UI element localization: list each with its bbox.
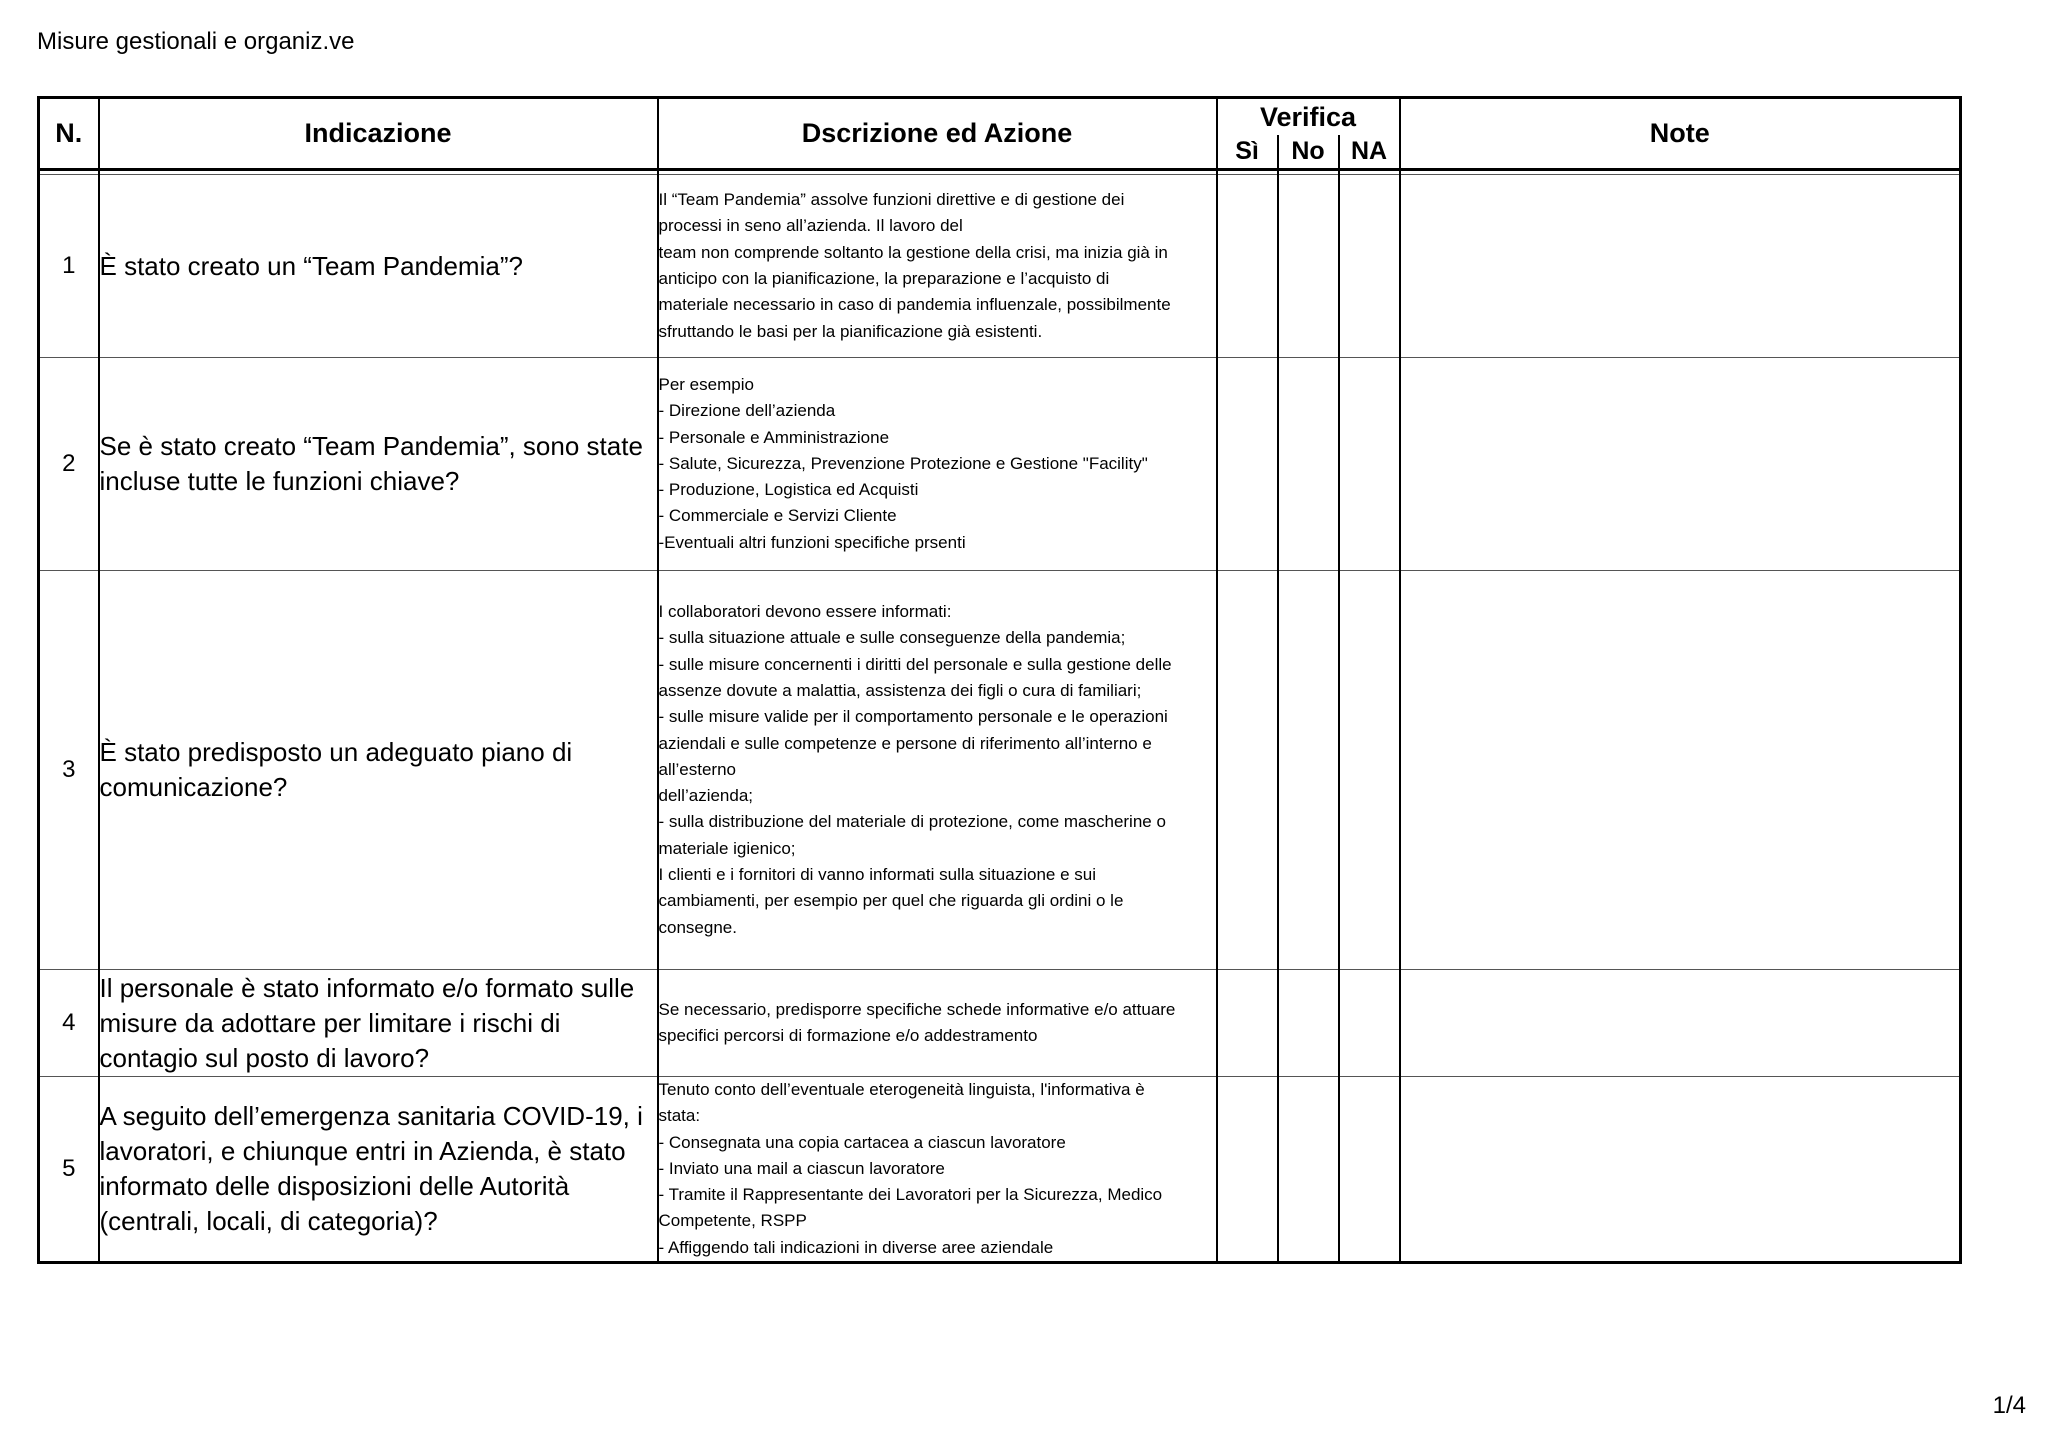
check-na-cell[interactable] bbox=[1339, 571, 1400, 970]
header-indicazione: Indicazione bbox=[99, 98, 658, 170]
row-number: 1 bbox=[39, 175, 99, 358]
row-descrizione: I collaboratori devono essere informati: - sulla situazione attuale e sulle conseguenze della pandemia; - sulle misure concernenti i diritti del personale e sulla gestione delle assenze dovute a malattia, assistenza dei figli o cura di familiari; - sulle misure valide per il comportamento personale e le operazioni aziendali e sulle competenze e persone di riferimento all’interno e all’esterno dell’azienda; - sulla distribuzione del materiale di protezione, come mascherine o materiale igienico; I clienti e i fornitori di vanno informati sulla situazione e sui cambiamenti, per esempio per quel che riguarda gli ordini o le consegne. bbox=[658, 571, 1217, 970]
check-no-cell[interactable] bbox=[1278, 358, 1339, 571]
page-title: Misure gestionali e organiz.ve bbox=[37, 28, 355, 55]
check-na-cell[interactable] bbox=[1339, 175, 1400, 358]
row-descrizione: Il “Team Pandemia” assolve funzioni direttive e di gestione dei processi in seno all’azienda. Il lavoro del team non comprende soltanto la gestione della crisi, ma inizia già in anticipo con la pianificazione, la preparazione e l’acquisto di materiale necessario in caso di pandemia influenzale, possibilmente sfruttando le basi per la pianificazione già esistenti. bbox=[658, 175, 1217, 358]
check-si-cell[interactable] bbox=[1217, 571, 1278, 970]
note-cell[interactable] bbox=[1400, 571, 1961, 970]
check-no-cell[interactable] bbox=[1278, 970, 1339, 1077]
row-indicazione: È stato creato un “Team Pandemia”? bbox=[99, 175, 658, 358]
row-descrizione: Per esempio - Direzione dell’azienda - Personale e Amministrazione - Salute, Sicurezza, Prevenzione Protezione e Gestione "Facility" - Produzione, Logistica ed Acquisti - Commerciale e Servizi Cliente -Eventuali altri funzioni specifiche prsenti bbox=[658, 358, 1217, 571]
table-row bbox=[39, 571, 1961, 970]
check-si-cell[interactable] bbox=[1217, 1077, 1278, 1263]
note-cell[interactable] bbox=[1400, 175, 1961, 358]
page-number: 1/4 bbox=[1992, 1392, 2026, 1419]
checklist-table bbox=[37, 96, 1962, 1264]
table-row bbox=[39, 175, 1961, 358]
row-indicazione: Il personale è stato informato e/o formato sulle misure da adottare per limitare i rischi di contagio sul posto di lavoro? bbox=[99, 970, 658, 1077]
header-na: NA bbox=[1339, 135, 1400, 170]
table-row bbox=[39, 970, 1961, 1077]
row-descrizione: Se necessario, predisporre specifiche schede informative e/o attuare specifici percorsi di formazione e/o addestramento bbox=[658, 970, 1217, 1077]
header-si: Sì bbox=[1217, 135, 1278, 170]
check-no-cell[interactable] bbox=[1278, 571, 1339, 970]
table-row bbox=[39, 358, 1961, 571]
check-no-cell[interactable] bbox=[1278, 175, 1339, 358]
check-na-cell[interactable] bbox=[1339, 1077, 1400, 1263]
header-descrizione: Dscrizione ed Azione bbox=[658, 98, 1217, 170]
row-number: 4 bbox=[39, 970, 99, 1077]
row-indicazione: Se è stato creato “Team Pandemia”, sono state incluse tutte le funzioni chiave? bbox=[99, 358, 658, 571]
check-si-cell[interactable] bbox=[1217, 175, 1278, 358]
check-na-cell[interactable] bbox=[1339, 358, 1400, 571]
note-cell[interactable] bbox=[1400, 1077, 1961, 1263]
row-indicazione: A seguito dell’emergenza sanitaria COVID-19, i lavoratori, e chiunque entri in Azienda, è stato informato delle disposizioni delle Autorità (centrali, locali, di categoria)? bbox=[99, 1077, 658, 1263]
row-indicazione: È stato predisposto un adeguato piano di comunicazione? bbox=[99, 571, 658, 970]
check-si-cell[interactable] bbox=[1217, 358, 1278, 571]
note-cell[interactable] bbox=[1400, 358, 1961, 571]
table-row bbox=[39, 1077, 1961, 1263]
header-no: No bbox=[1278, 135, 1339, 170]
row-number: 2 bbox=[39, 358, 99, 571]
row-descrizione: Tenuto conto dell’eventuale eterogeneità linguista, l'informativa è stata: - Consegnata una copia cartacea a ciascun lavoratore - Inviato una mail a ciascun lavoratore - Tramite il Rappresentante dei Lavoratori per la Sicurezza, Medico Competente, RSPP - Affiggendo tali indicazioni in diverse aree aziendale bbox=[658, 1077, 1217, 1263]
check-si-cell[interactable] bbox=[1217, 970, 1278, 1077]
check-no-cell[interactable] bbox=[1278, 1077, 1339, 1263]
header-verifica: Verifica bbox=[1217, 98, 1400, 136]
check-na-cell[interactable] bbox=[1339, 970, 1400, 1077]
note-cell[interactable] bbox=[1400, 970, 1961, 1077]
header-n: N. bbox=[39, 98, 99, 170]
row-number: 5 bbox=[39, 1077, 99, 1263]
header-note: Note bbox=[1400, 98, 1961, 170]
row-number: 3 bbox=[39, 571, 99, 970]
